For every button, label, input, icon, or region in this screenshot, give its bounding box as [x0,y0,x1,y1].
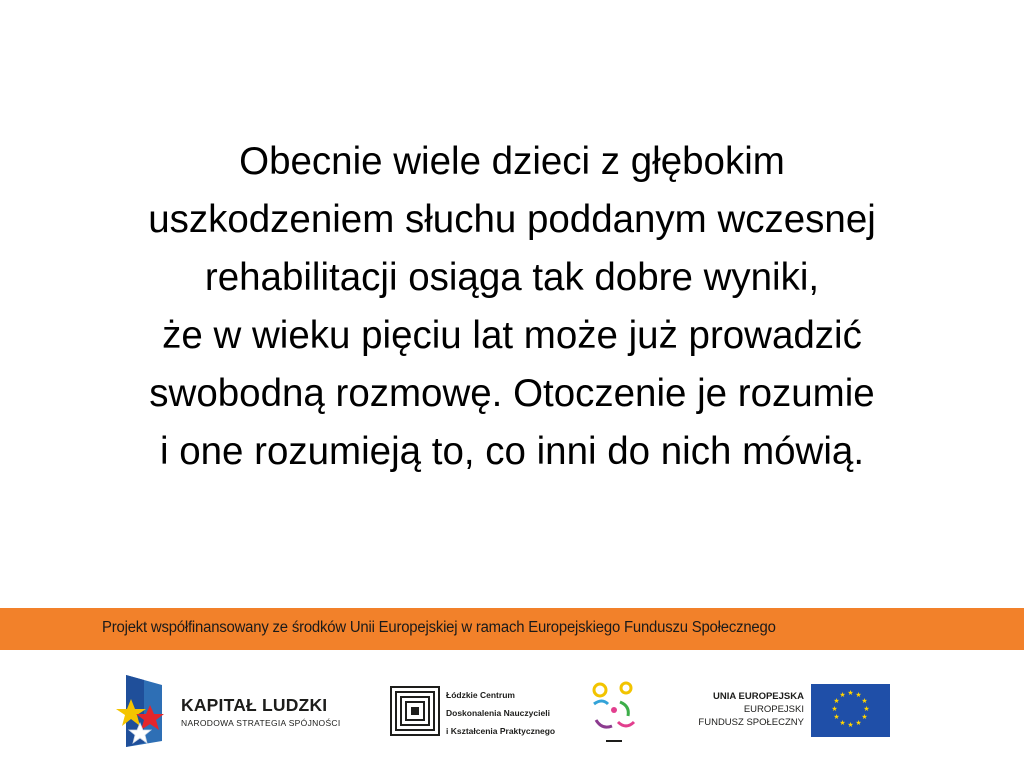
svg-text:★: ★ [831,705,838,713]
body-line: rehabilitacji osiąga tak dobre wyniki, [204,256,820,299]
svg-text:★: ★ [833,713,840,721]
lcdnikp-line: Doskonalenia Nauczycieli [446,708,550,718]
funding-band [0,608,1024,650]
body-line: uszkodzeniem słuchu poddanym wczesnej [148,198,876,241]
svg-text:★: ★ [861,713,868,721]
unia-europejska-line: EUROPEJSKI [743,704,804,715]
kapital-ludzki-title: KAPITAŁ LUDZKI [181,695,328,715]
eu-flag-icon [811,684,890,737]
unia-europejska-line: FUNDUSZ SPOŁECZNY [698,717,804,728]
body-line: że w wieku pięciu lat może już prowadzić [162,314,862,357]
slide-body-text [60,133,964,481]
body-line: i one rozumieją to, co inni do nich mówią. [159,430,865,473]
svg-text:★: ★ [863,705,870,713]
unia-europejska-title: UNIA EUROPEJSKA [713,691,804,702]
kapital-ludzki-logo-icon [114,671,174,749]
unia-europejska-text [688,690,804,729]
svg-text:★: ★ [847,721,854,729]
body-line: Obecnie wiele dzieci z głębokim [239,140,785,183]
svg-text:★: ★ [847,689,854,697]
lcdnikp-logo-icon [390,686,440,736]
svg-text:★: ★ [833,697,840,705]
colorful-star-logo-icon [588,680,640,748]
lcdnikp-text [446,686,555,740]
svg-text:★: ★ [839,719,846,727]
svg-text:★: ★ [839,691,846,699]
kapital-ludzki-subtitle: NARODOWA STRATEGIA SPÓJNOŚCI [181,718,341,728]
lcdnikp-line: Łódzkie Centrum [446,690,515,700]
svg-text:★: ★ [855,691,862,699]
body-line: swobodną rozmowę. Otoczenie je rozumie [149,372,875,415]
funding-band-text: Projekt współfinansowany ze środków Unii Europejskiej w ramach Europejskiego Funduszu Społecznego [102,619,776,636]
svg-text:★: ★ [855,719,862,727]
svg-text:★: ★ [861,697,868,705]
lcdnikp-line: i Kształcenia Praktycznego [446,726,556,736]
